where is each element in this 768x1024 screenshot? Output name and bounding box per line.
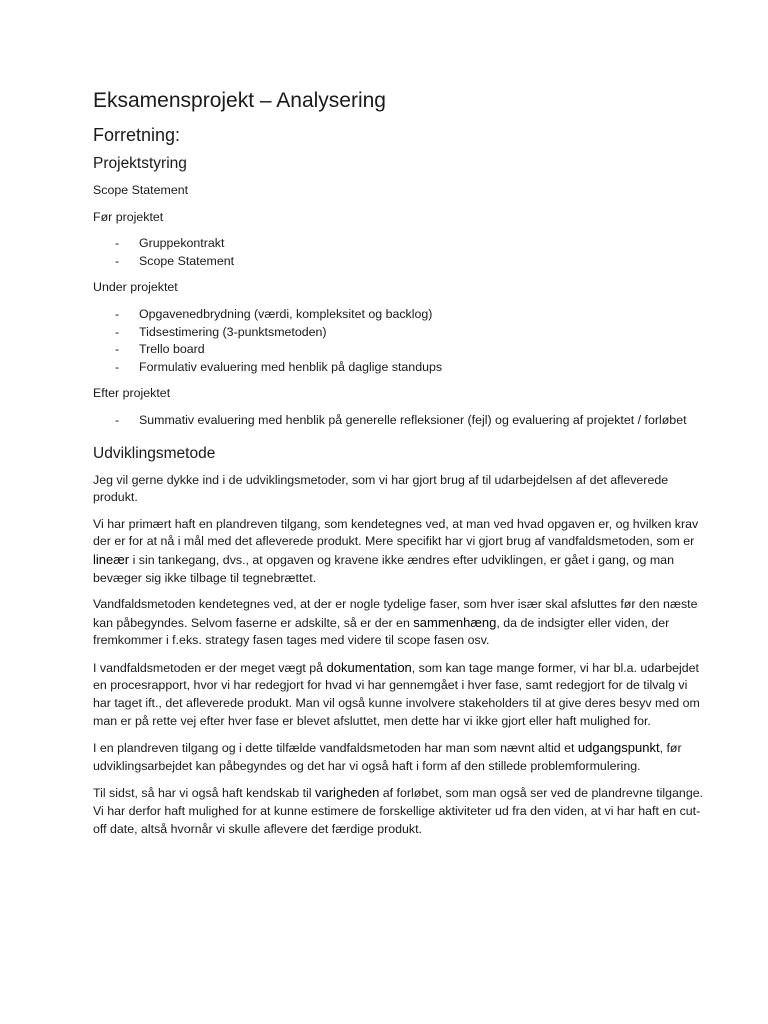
under-projektet-list <box>93 306 708 376</box>
paragraph-plandreven: Vi har primært haft en plandreven tilgang, som kendetegnes ved, at man ved hvad opgaven er, og hvilken krav der er for at nå i mål med det afleverede produkt. Mere specifikt har vi gjort brug af vandfaldsmetoden, som er lineær i sin tankegang, dvs., at opgaven og kravene ikke ændres efter udviklingen, er gået i gang, og man bevæger sig ikke tilbage til tegnebrættet. <box>93 516 699 585</box>
keyword-dokumentation: dokumentation <box>326 659 412 675</box>
keyword-linear: lineær <box>93 551 130 567</box>
efter-projektet-label: Efter projektet <box>93 386 171 401</box>
foer-projektet-label: Før projektet <box>93 209 164 224</box>
list-item: - Gruppekontrakt <box>115 236 225 251</box>
efter-projektet-list <box>93 412 708 430</box>
under-projektet-label: Under projektet <box>93 280 178 295</box>
list-item: - Scope Statement <box>115 253 235 268</box>
list-item: - Trello board <box>115 342 205 357</box>
list-item: - Tidsestimering (3-punktsmetoden) <box>115 324 327 339</box>
list-item: - Summativ evaluering med henblik på generelle refleksioner (fejl) og evaluering af projektet / forløbet <box>115 412 687 427</box>
keyword-udgangspunkt: udgangspunkt <box>577 740 660 756</box>
projektstyring-heading: Projektstyring <box>93 155 187 172</box>
keyword-sammenhaeng: sammenhæng <box>413 614 497 630</box>
foer-projektet-list <box>93 235 708 270</box>
paragraph-intro: Jeg vil gerne dykke ind i de udviklingsmetoder, som vi har gjort brug af til udarbejdelsen af det afleverede produkt. <box>93 472 669 505</box>
keyword-varigheden: varigheden <box>315 785 380 801</box>
list-item: - Opgavenedbrydning (værdi, kompleksitet og backlog) <box>115 306 433 321</box>
list-item: - Formulativ evaluering med henblik på daglige standups <box>115 359 443 374</box>
udviklingsmetode-heading: Udviklingsmetode <box>93 444 216 462</box>
paragraph-dokumentation: I vandfaldsmetoden er der meget vægt på dokumentation, som kan tage mange former, vi har bl.a. udarbejdet en procesrapport, hvor vi har redegjort for hvad vi har gennemgået i hver fase, samt redegjort for de tilvalg vi har taget ift., det afleverede produkt. Man vil også kunne involvere stakeholders til at give deres besyv med om man er på rette vej efter hver fase er blevet afsluttet, men dette har vi ikke gjort eller haft mulighed for. <box>93 659 700 728</box>
document-title: Eksamensprojekt – Analysering <box>93 89 386 112</box>
scope-statement-text: Scope Statement <box>93 183 189 197</box>
section-heading: Forretning: <box>93 125 181 145</box>
paragraph-faser: Vandfaldsmetoden kendetegnes ved, at der er nogle tydelige faser, som hver især skal afsluttes før den næste kan påbegyndes. Selvom faserne er adskilte, så er der en sammenhæng, da de indsigter eller viden, der fremkommer i f.eks. strategy fasen tages med videre til scope fasen osv. <box>93 597 698 648</box>
paragraph-varighed: Til sidst, så har vi også haft kendskab til varigheden af forløbet, som man også ser ved de plandrevne tilgange. Vi har derfor haft mulighed for at kunne estimere de forskellige aktiviteter ud fra den viden, at vi har haft en cut-off date, altså hvornår vi skulle aflevere det færdige produkt. <box>93 785 704 836</box>
paragraph-udgangspunkt: I en plandreven tilgang og i dette tilfælde vandfaldsmetoden har man som nævnt altid et udgangspunkt, før udviklingsarbejdet kan påbegyndes og det har vi også haft i form af den stillede problemformulering. <box>93 740 682 773</box>
